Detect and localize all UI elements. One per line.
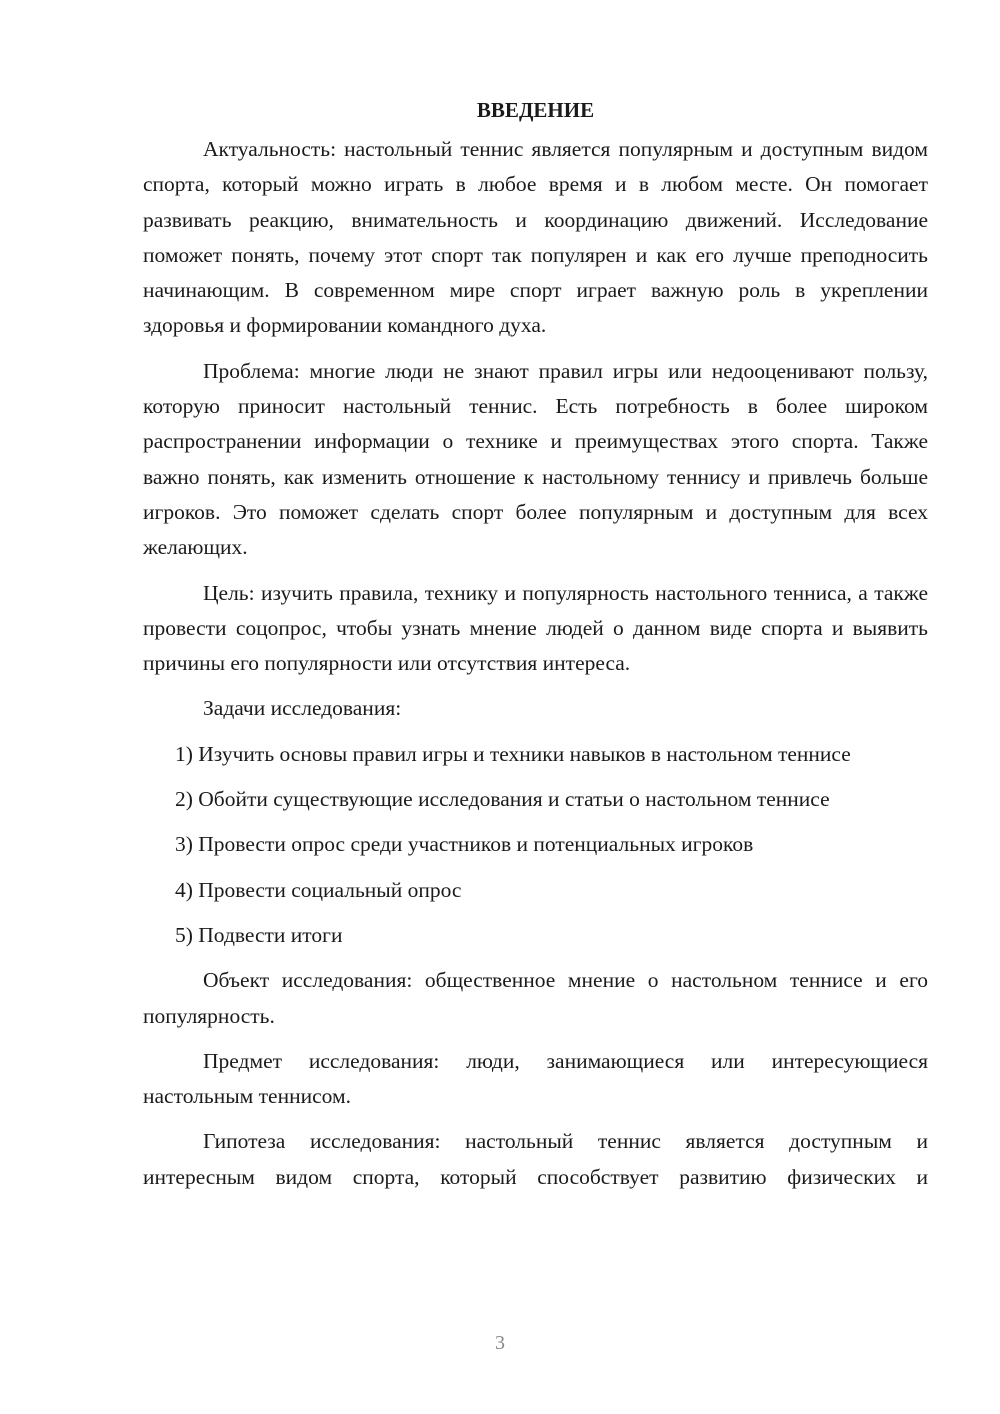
task-item: 3) Провести опрос среди участников и потенциальных игроков: [175, 832, 754, 857]
task-item: 5) Подвести итоги: [175, 922, 343, 947]
object-paragraph: Объект исследования: общественное мнение о настольном теннисе и его популярность.: [143, 968, 928, 1028]
goal-paragraph: Цель: изучить правила, технику и популярность настольного тенниса, а также провести соцопрос, чтобы узнать мнение людей о данном виде спорта и выявить причины его популярности или отсутствия интереса.: [143, 580, 928, 676]
task-item: 2) Обойти существующие исследования и статьи о настольном теннисе: [175, 787, 830, 812]
page-number: 3: [495, 1332, 505, 1354]
section-title: ВВЕДЕНИЕ: [476, 98, 595, 122]
task-item: 4) Провести социальный опрос: [175, 877, 462, 902]
document-page: [143, 92, 928, 1205]
hypothesis-paragraph: Гипотеза исследования: настольный теннис является доступным и интересным видом спорта, который способствует развитию физических и: [143, 1129, 928, 1189]
tasks-list: [143, 737, 928, 953]
tasks-heading: Задачи исследования:: [203, 696, 402, 721]
problem-paragraph: Проблема: многие люди не знают правил игры или недооценивают пользу, которую приносит настольный теннис. Есть потребность в более широком распространении информации о технике и преимуществах этого спорта. Также важно понять, как изменить отношение к настольному теннису и привлечь больше игроков. Это поможет сделать спорт более популярным и доступным для всех желающих.: [143, 358, 928, 560]
subject-paragraph: Предмет исследования: люди, занимающиеся или интересующиеся настольным теннисом.: [143, 1048, 928, 1109]
relevance-paragraph: Актуальность: настольный теннис является популярным и доступным видом спорта, который можно играть в любое время и в любом месте. Он помогает развивать реакцию, внимательность и координацию движений. Исследование поможет понять, почему этот спорт так популярен и как его лучше преподносить начинающим. В современном мире спорт играет важную роль в укреплении здоровья и формировании командного духа.: [143, 137, 928, 338]
task-item: 1) Изучить основы правил игры и техники навыков в настольном теннисе: [175, 741, 851, 766]
